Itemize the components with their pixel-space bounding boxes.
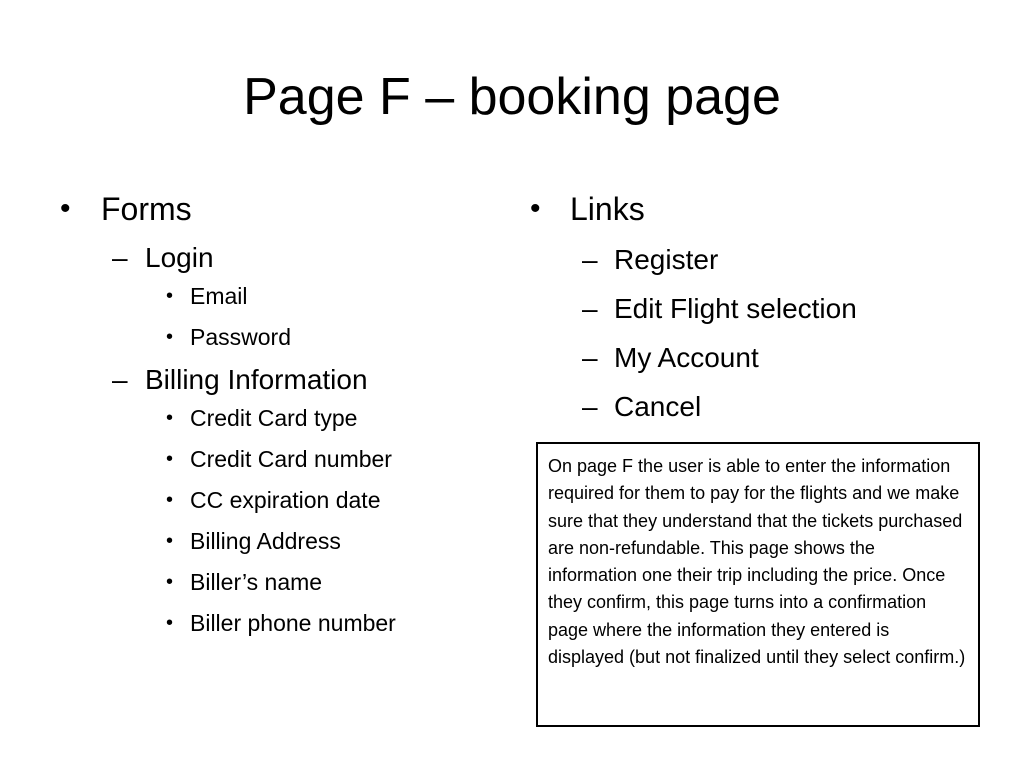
link-cancel-label: Cancel — [614, 391, 702, 422]
bullet-icon: • — [530, 192, 541, 225]
dash-icon: – — [112, 364, 128, 395]
bullet-icon: • — [166, 407, 174, 429]
note-text: On page F the user is able to enter the information required for them to pay for the flights and we make sure that they understand that the tickets purchased are non-refundable. This page shows the information one their trip including the price. Once they confirm, this page turns into a confirmation page where the information they entered is displayed (but not finalized until they select confirm.) — [548, 456, 966, 668]
list-item-label: Email — [190, 283, 248, 309]
list-item-label: Billing Address — [190, 528, 341, 554]
note-box — [536, 442, 980, 727]
dash-icon: – — [582, 293, 598, 324]
bullet-icon: • — [60, 192, 71, 225]
dash-icon: – — [582, 244, 598, 275]
list-item-label: Biller phone number — [190, 610, 396, 636]
bullet-icon: • — [166, 612, 174, 634]
bullet-icon: • — [166, 530, 174, 552]
list-item — [60, 317, 500, 358]
list-item-label: Password — [190, 324, 291, 350]
list-item — [60, 439, 500, 480]
link-register-label: Register — [614, 244, 719, 275]
list-item — [60, 398, 500, 439]
list-item — [60, 480, 500, 521]
forms-heading-item — [60, 186, 500, 232]
login-group-item — [60, 238, 500, 278]
list-item-label: Credit Card type — [190, 405, 358, 431]
list-item-label: Biller’s name — [190, 569, 323, 595]
billing-group-item — [60, 360, 500, 400]
bullet-icon: • — [166, 489, 174, 511]
links-heading: Links — [570, 191, 645, 227]
list-item-label: Credit Card number — [190, 446, 392, 472]
dash-icon: – — [582, 342, 598, 373]
bullet-icon: • — [166, 326, 174, 348]
link-edit-flight-label: Edit Flight selection — [614, 293, 857, 324]
list-item — [530, 287, 990, 330]
list-item — [60, 521, 500, 562]
list-item — [60, 562, 500, 603]
link-my-account-label: My Account — [614, 342, 759, 373]
dash-icon: – — [112, 242, 128, 273]
forms-heading: Forms — [101, 191, 192, 227]
links-column — [530, 186, 990, 428]
list-item — [60, 276, 500, 317]
bullet-icon: • — [166, 571, 174, 593]
list-item — [530, 336, 990, 379]
list-item-label: CC expiration date — [190, 487, 381, 513]
billing-group-label: Billing Information — [145, 364, 368, 395]
list-item — [530, 385, 990, 428]
list-item — [530, 238, 990, 281]
list-item — [60, 603, 500, 644]
login-group-label: Login — [145, 242, 214, 273]
links-heading-item — [530, 186, 990, 232]
bullet-icon: • — [166, 448, 174, 470]
dash-icon: – — [582, 391, 598, 422]
slide-title: Page F – booking page — [243, 68, 781, 126]
bullet-icon: • — [166, 285, 174, 307]
forms-column — [60, 186, 500, 644]
